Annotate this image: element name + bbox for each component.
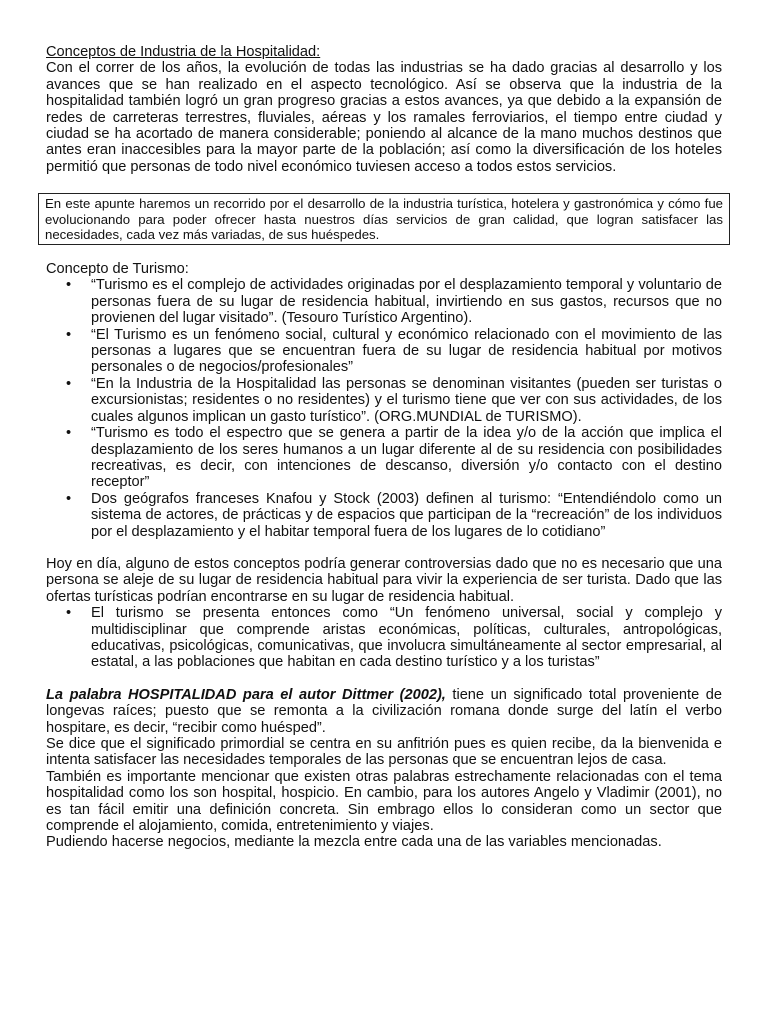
bullet-icon: • [66, 375, 72, 392]
paragraph-evolution: Con el correr de los años, la evolución de todas las industrias se ha dado gracias al desarrollo y los avances que se han realizado en el aspecto tecnológico. Así se observa que la industria de la hospitalidad también logró un gran progreso gracias a estos avances, ya que debido a la expansión de redes de carreteras terrestres, fluviales, aéreas y los ramales ferroviarios, el tiempo entre ciudad y ciudad se ha acortado de manera considerable; poniendo al alcance de la mano muchos destinos que antes eran inaccesibles para la mayor parte de la población; así como la diversificación de los hoteles permitió que personas de todo nivel económico tuviesen acceso a todos estos servicios. [46, 60, 722, 175]
list-item [46, 277, 722, 326]
list-item-text: “El Turismo es un fenómeno social, cultural y económico relacionado con el movimiento de las personas a lugares que se encuentran fuera de su lugar de residencia habitual por motivos personales o de negocios/profesionales” [91, 326, 722, 376]
paragraph-host: Se dice que el significado primordial se centra en su anfitrión pues es quien recibe, da la bienvenida e intenta satisfacer las necesidades temporales de las personas que se encuentran lejos de casa. [46, 736, 722, 769]
list-item [46, 425, 722, 491]
hospitality-lead: La palabra HOSPITALIDAD para el autor Dittmer (2002), [46, 686, 446, 703]
tourism-definitions-list [46, 277, 722, 540]
bullet-icon: • [66, 490, 72, 507]
list-item [46, 327, 722, 376]
list-item-text: “En la Industria de la Hospitalidad las personas se denominan visitantes (pueden ser turistas o excursionistas; residentes o no residentes) y el turismo tiene que ver con sus actividades, de los cuales algunos implican un gasto turístico”. (ORG.MUNDIAL de TURISMO). [91, 375, 722, 425]
paragraph-today: Hoy en día, alguno de estos conceptos podría generar controversias dado que no es necesario que una persona se aleje de su lugar de residencia habitual para vivir la experiencia de ser turista. Dado que las ofertas turísticas podrían encontrarse en su lugar de residencia habitual. [46, 555, 722, 605]
list-item-text: El turismo se presenta entonces como “Un fenómeno universal, social y complejo y multidisciplinar que comprende aristas económicas, políticas, culturales, antropológicas, educativas, psicológicas, comunicativas, que involucra simultáneamente al sector empresarial, al estatal, a las poblaciones que habitan en cada destino turístico y a los turistas” [91, 605, 722, 671]
section-heading-hospitality-industry: Conceptos de Industria de la Hospitalidad: [46, 44, 321, 60]
list-item [46, 491, 722, 540]
list-item-text: “Turismo es todo el espectro que se genera a partir de la idea y/o de la acción que implica el desplazamiento de los seres humanos a un lugar diferente al de su residencia con posibilidades recreativas, es decir, con intenciones de descanso, diversión y/o contacto con el destino receptor” [91, 425, 722, 491]
hospitality-rest: tiene un significado total proveniente de longevas raíces; puesto que se remonta a la civilización romana donde surge del latín el verbo hospitare, es decir, “recibir como huésped”. [46, 686, 722, 736]
boxed-note: En este apunte haremos un recorrido por el desarrollo de la industria turística, hotelera y gastronómica y cómo fue evolucionando para poder ofrecer hasta nuestros días servicios de gran calidad, que logran satisfacer las necesidades, cada vez más variadas, de sus huéspedes. [38, 193, 730, 245]
bullet-icon: • [66, 277, 72, 294]
list-item-text: “Turismo es el complejo de actividades originadas por el desplazamiento temporal y voluntario de personas fuera de su lugar de residencia habitual, invirtiendo en sus gastos, recursos que no provienen del lugar visitado”. (Tesouro Turístico Argentino). [91, 277, 722, 327]
tourism-phenomenon-list [46, 605, 722, 671]
section-heading-tourism: Concepto de Turismo: [46, 261, 189, 278]
paragraph-business: Pudiendo hacerse negocios, mediante la mezcla entre cada una de las variables mencionadas. [46, 834, 662, 851]
list-item [46, 376, 722, 425]
paragraph-hospitality-dittmer [46, 687, 722, 736]
list-item [46, 605, 722, 671]
bullet-icon: • [66, 326, 72, 343]
bullet-icon: • [66, 605, 72, 622]
paragraph-related-words: También es importante mencionar que existen otras palabras estrechamente relacionadas con el tema hospitalidad como los son hospital, hospicio. En cambio, para los autores Angelo y Vladimir (2001), no es tan fácil emitir una definición concreta. Sin embrago ellos lo consideran como un sector que comprende el alojamiento, comida, entretenimiento y viajes. [46, 768, 722, 835]
bullet-icon: • [66, 425, 72, 442]
list-item-text: Dos geógrafos franceses Knafou y Stock (2003) definen al turismo: “Entendiéndolo como un sistema de actores, de prácticas y de espacios que participan de la “recreación” de los individuos por el desplazamiento y el habitar temporal fuera de los lugares de lo cotidiano” [91, 490, 722, 540]
